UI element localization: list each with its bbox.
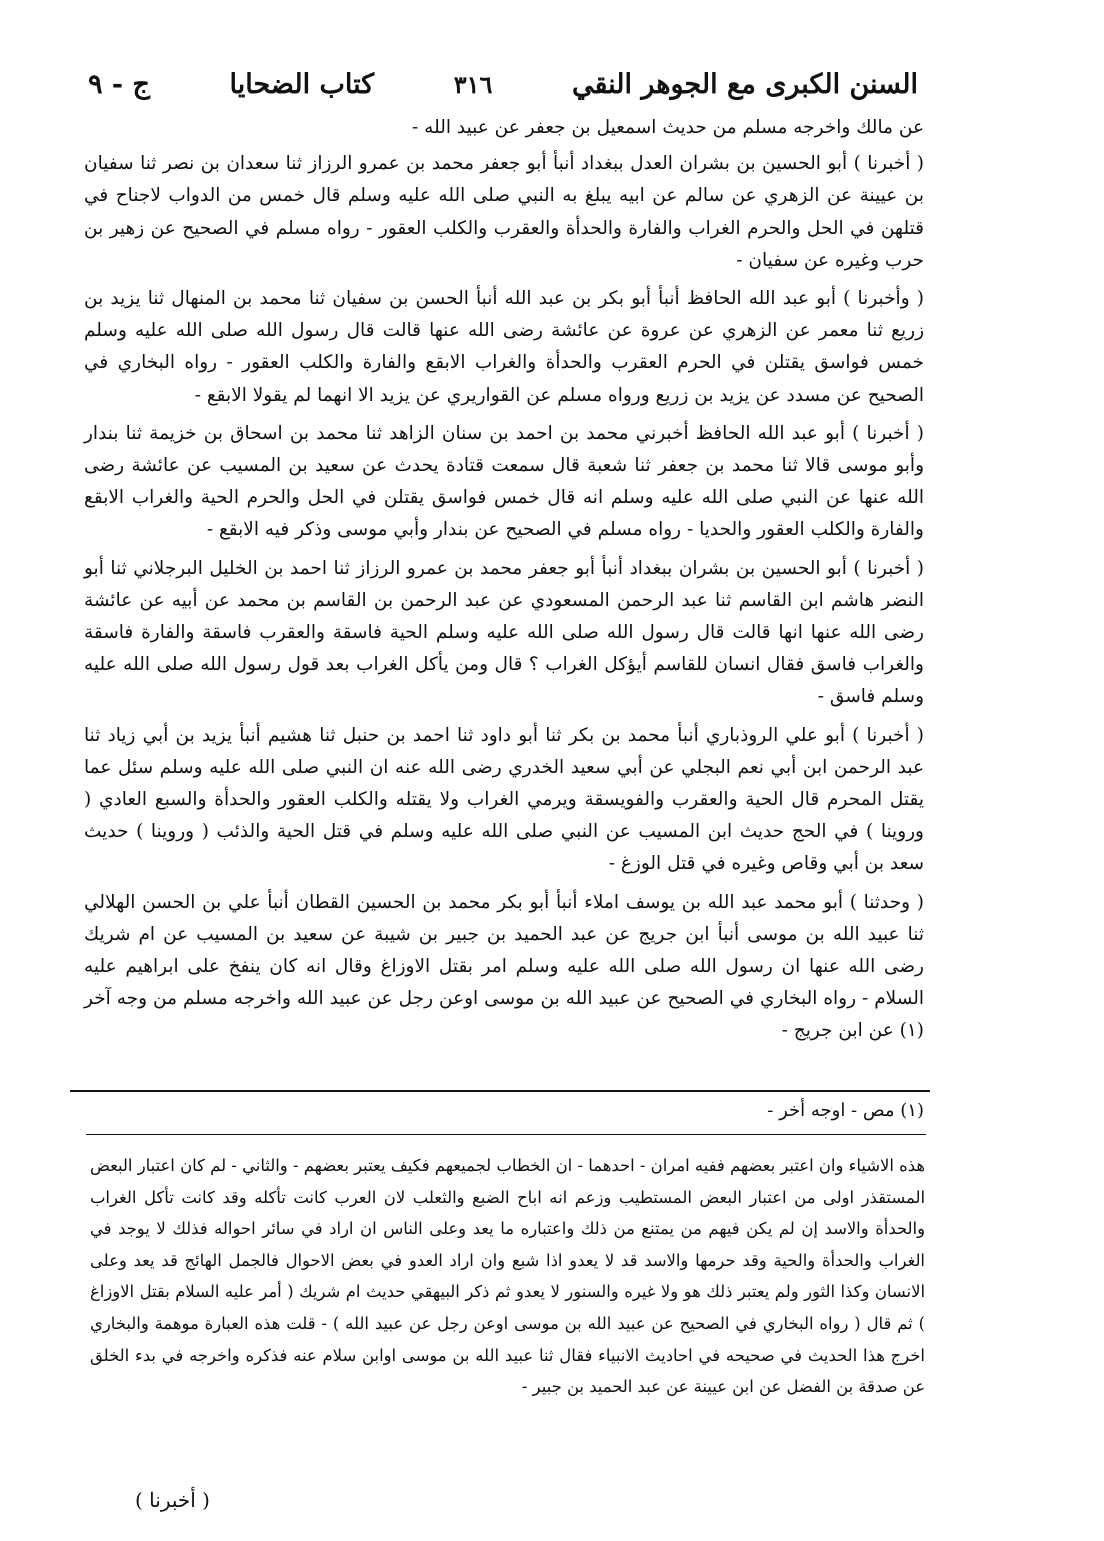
hadith-paragraph: ( أخبرنا ) أبو الحسين بن بشران العدل ببغداد أنبأ أبو جعفر محمد بن عمرو الرزاز ثنا سعدان بن نصر ثنا سفيان بن عيينة عن الزهري عن سالم عن ابيه يبلغ به النبي صلى الله عليه وسلم قال خمس من الدواب لاجناح في قتلهن في الحل والحرم الغراب والفارة والحدأة والعقرب والكلب العقور - رواه مسلم في الصحيح عن زهير بن حرب وغيره عن سفيان -	[84, 153, 924, 271]
hadith-paragraph: ( وأخبرنا ) أبو عبد الله الحافظ أنبأ أبو بكر بن عبد الله أنبأ الحسن بن سفيان ثنا محمد بن المنهال ثنا يزيد بن زريع ثنا معمر عن الزهري عن عروة عن عائشة رضى الله عنها قالت قال رسول الله صلى الله عليه وسلم خمس فواسق يقتلن في الحرم العقرب والحدأة والغراب الابقع والفارة والكلب العقور - رواه البخاري في الصحيح عن مسدد عن يزيد بن زريع ورواه مسلم عن القواريري عن يزيد الا انهما لم يقولا الابقع -	[84, 288, 924, 406]
commentary-paragraph: هذه الاشياء وان اعتبر بعضهم ففيه امران - احدهما - ان الخطاب لجميعهم فكيف يعتبر بعضهم - والثاني - لم كان اعتبار البعض المستقذر اولى من اعتبار البعض المستطيب وزعم انه اباح الضبع والثعلب لان العرب كانت تأكله وقد كانت تأكل الغراب والحدأة والاسد إن لم يكن فيهم من يمتنع من ذلك واعتباره ما يعد وعلى الناس ان اراد في سائر احواله فذلك لا يوجد في الغراب والحدأة والحية وقد حرمها والاسد قد لا يعدو اذا شبع وان اراد العدو في بعض الاحوال فالجمل الهائج قد يعد وعلى الانسان وكذا الثور ولم يعتبر ذلك هو ولا غيره والسنور لا يعدو ثم ذكر البيهقي حديث ام شريك ( أمر عليه السلام بقتل الاوزاغ ) ثم قال ( رواه البخاري في الصحيح عن عبيد الله بن موسى اوعن رجل عن عبيد الله ) - قلت هذه العبارة موهمة والبخاري اخرج هذا الحديث في صحيحه في احاديث الانبياء فقال ثنا عبيد الله بن موسى اوابن سلام عنه فذكره واخرجه في بدء الخلق عن صدقة بن الفضل عن ابن عيينة عن عبد الحميد بن جبير -	[90, 1156, 925, 1397]
hadith-paragraph: ( وحدثنا ) أبو محمد عبد الله بن يوسف املاء أنبأ أبو بكر محمد بن الحسين القطان أنبأ علي بن الحسن الهلالي ثنا عبيد الله بن موسى أنبأ ابن جريج عن عبد الحميد بن جبير بن شيبة عن سعيد بن المسيب عن ام شريك رضى الله عنها ان رسول الله صلى الله عليه وسلم امر بقتل الاوزاغ وقال انه كان ينفخ على ابراهيم عليه السلام - رواه البخاري في الصحيح عن عبيد الله بن موسى اوعن رجل عن عبيد الله واخرجه مسلم من وجه آخر (١) عن ابن جريج -	[84, 891, 924, 1042]
book-title: السنن الكبرى مع الجوهر النقي	[571, 68, 918, 100]
hadith-paragraph: عن مالك واخرجه مسلم من حديث اسمعيل بن جعفر عن عبيد الله -	[412, 117, 924, 138]
page-number: ٣١٦	[453, 69, 493, 99]
chapter-title: كتاب الضحايا	[229, 68, 375, 100]
hadith-paragraph: ( أخبرنا ) أبو عبد الله الحافظ أخبرني محمد بن احمد بن سنان الزاهد ثنا محمد بن اسحاق بن خزيمة ثنا بندار وأبو موسى قالا ثنا محمد بن جعفر ثنا شعبة قال سمعت قتادة يحدث عن سعيد بن المسيب عن عائشة رضى الله عنها عن النبي صلى الله عليه وسلم انه قال خمس فواسق يقتلن في الحل والحرم الحية والغراب الابقع والفارة والكلب العقور والحديا - رواه مسلم في الصحيح عن بندار وأبي موسى وذكر فيه الابقع -	[84, 422, 924, 541]
hadith-paragraph: ( أخبرنا ) أبو الحسين بن بشران ببغداد أنبأ أبو جعفر محمد بن عمرو الرزاز ثنا احمد بن الخليل البرجلاني ثنا أبو النضر هاشم ابن القاسم ثنا عبد الرحمن المسعودي عن عبد الرحمن بن القاسم بن محمد عن أبيه عن عائشة رضى الله عنها انها قالت قال رسول الله صلى الله عليه وسلم الحية فاسقة والعقرب فاسقة والفارة فاسقة والغراب فاسق فقال انسان للقاسم أيؤكل الغراب ؟ قال ومن يأكل الغراب بعد قول رسول الله صلى الله عليه وسلم فاسق -	[84, 557, 924, 708]
commentary-divider	[86, 1134, 926, 1135]
footnote: (١) مص - اوجه أخر -	[767, 1100, 924, 1121]
footnote-divider	[70, 1090, 930, 1092]
volume-number: ج - ٩	[88, 68, 150, 100]
catchword: ( أخبرنا )	[135, 1488, 210, 1512]
main-text	[84, 112, 924, 1054]
running-header	[88, 58, 918, 110]
hadith-paragraph: ( أخبرنا ) أبو علي الروذباري أنبأ محمد بن بكر ثنا أبو داود ثنا احمد بن حنبل ثنا هشيم أنبأ يزيد بن أبي زياد ثنا عبد الرحمن ابن أبي نعم البجلي عن أبي سعيد الخدري رضى الله عنه ان النبي صلى الله عليه وسلم سئل عما يقتل المحرم قال الحية والعقرب والفويسقة ويرمي الغراب ولا يقتله والكلب العقور والحدأة والسبع العادي ( وروينا ) في الحج حديث ابن المسيب عن النبي صلى الله عليه وسلم في قتل الحية والذئب ( وروينا ) حديث سعد بن أبي وقاص وغيره في قتل الوزغ -	[84, 724, 924, 875]
commentary-text	[90, 1150, 925, 1403]
